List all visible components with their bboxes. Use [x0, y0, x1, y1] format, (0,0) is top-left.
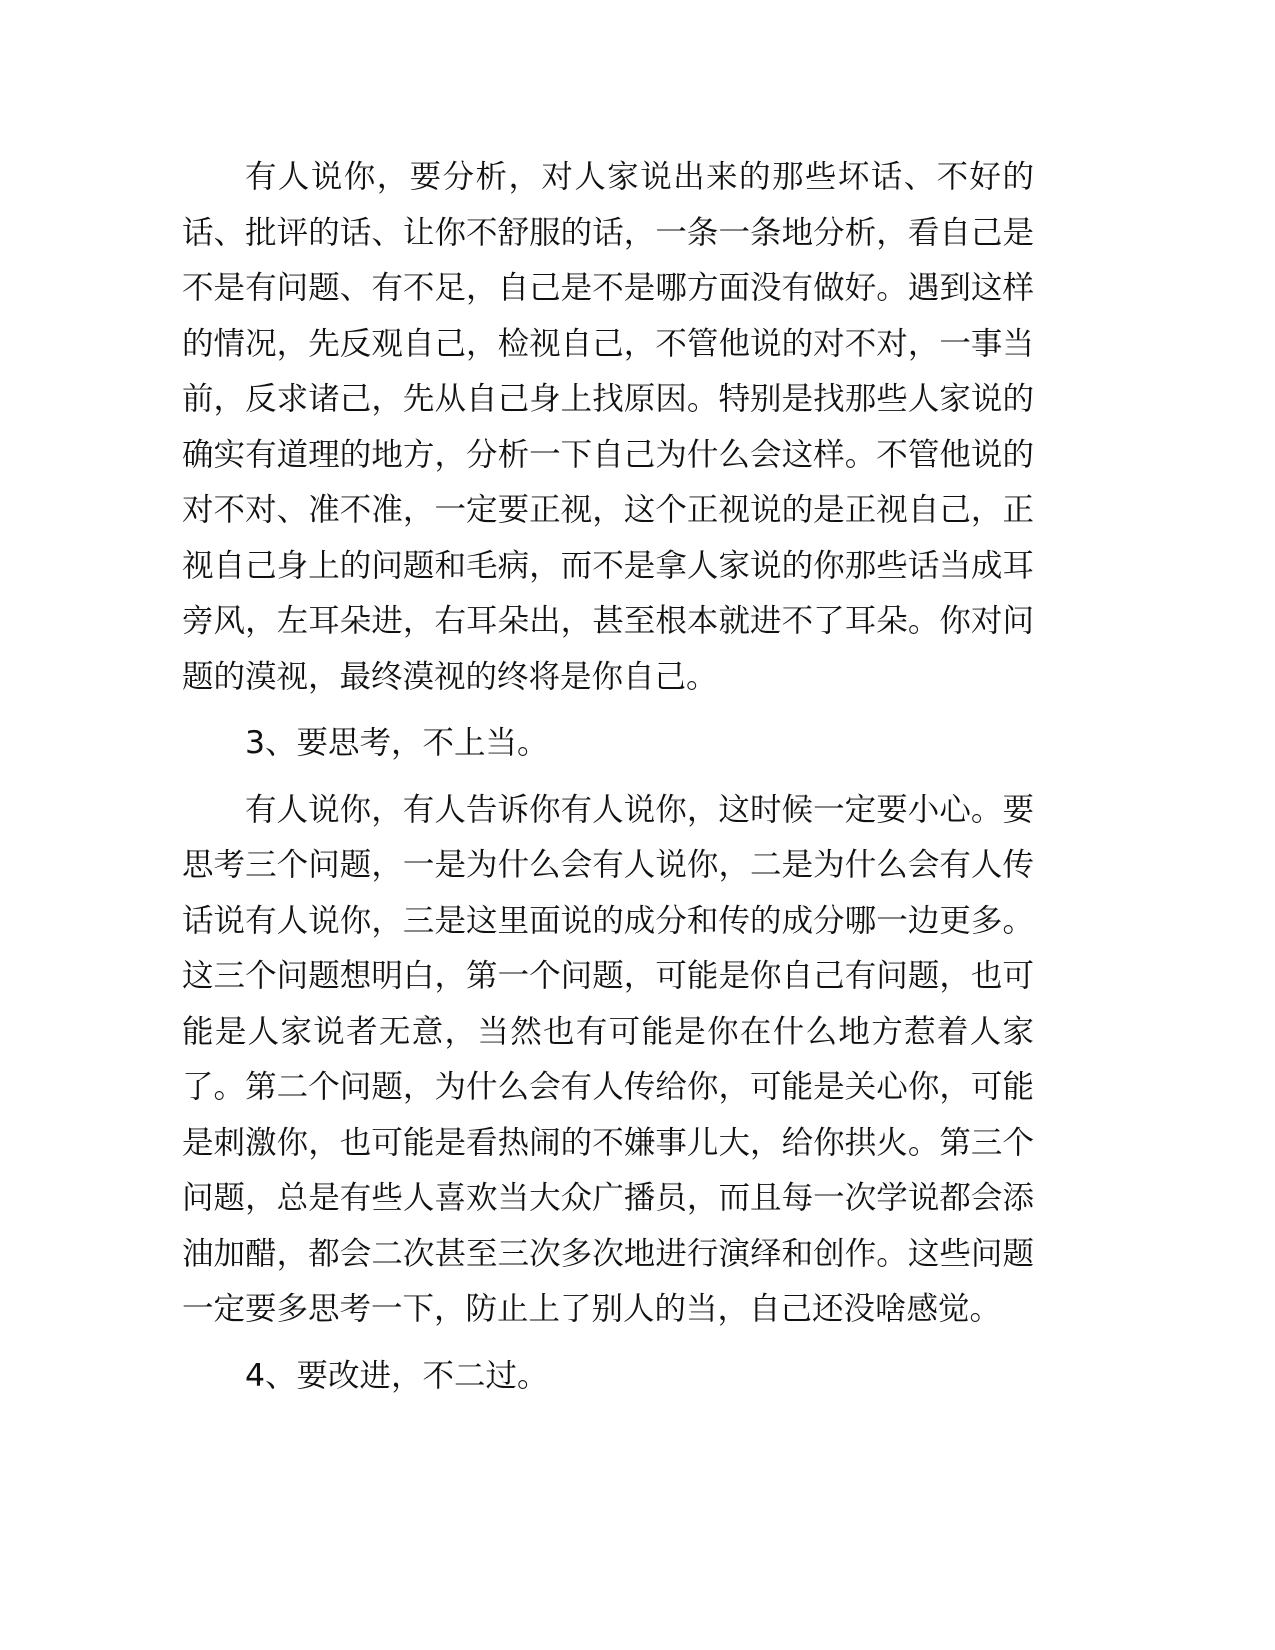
- paragraph-think: 有人说你，有人告诉你有人说你，这时候一定要小心。要思考三个问题，一是为什么会有人说你，二是为什么会有人传话说有人说你，三是这里面说的成分和传的成分哪一边更多。这三个问题想明白，第一个问题，可能是你自己有问题，也可能是人家说者无意，当然也有可能是你在什么地方惹着人家了。第二个问题，为什么会有人传给你，可能是关心你，可能是刺激你，也可能是看热闹的不嫌事儿大，给你拱火。第三个问题，总是有些人喜欢当大众广播员，而且每一次学说都会添油加醋，都会二次甚至三次多次地进行演绎和创作。这些问题一定要多思考一下，防止上了别人的当，自己还没啥感觉。: [182, 791, 1034, 1327]
- section-heading-4: 4、要改进，不二过。: [245, 1357, 549, 1394]
- paragraph-analyze: 有人说你，要分析，对人家说出来的那些坏话、不好的话、批评的话、让你不舒服的话，一条一条地分析，看自己是不是有问题、有不足，自己是不是哪方面没有做好。遇到这样的情况，先反观自己，检视自己，不管他说的对不对，一事当前，反求诸己，先从自己身上找原因。特别是找那些人家说的确实有道理的地方，分析一下自己为什么会这样。不管他说的对不对、准不准，一定要正视，这个正视说的是正视自己，正视自己身上的问题和毛病，而不是拿人家说的你那些话当成耳旁风，左耳朵进，右耳朵出，甚至根本就进不了耳朵。你对问题的漠视，最终漠视的终将是你自己。: [182, 159, 1034, 695]
- document-body: [182, 150, 1034, 1404]
- section-heading-3: 3、要思考，不上当。: [245, 725, 549, 761]
